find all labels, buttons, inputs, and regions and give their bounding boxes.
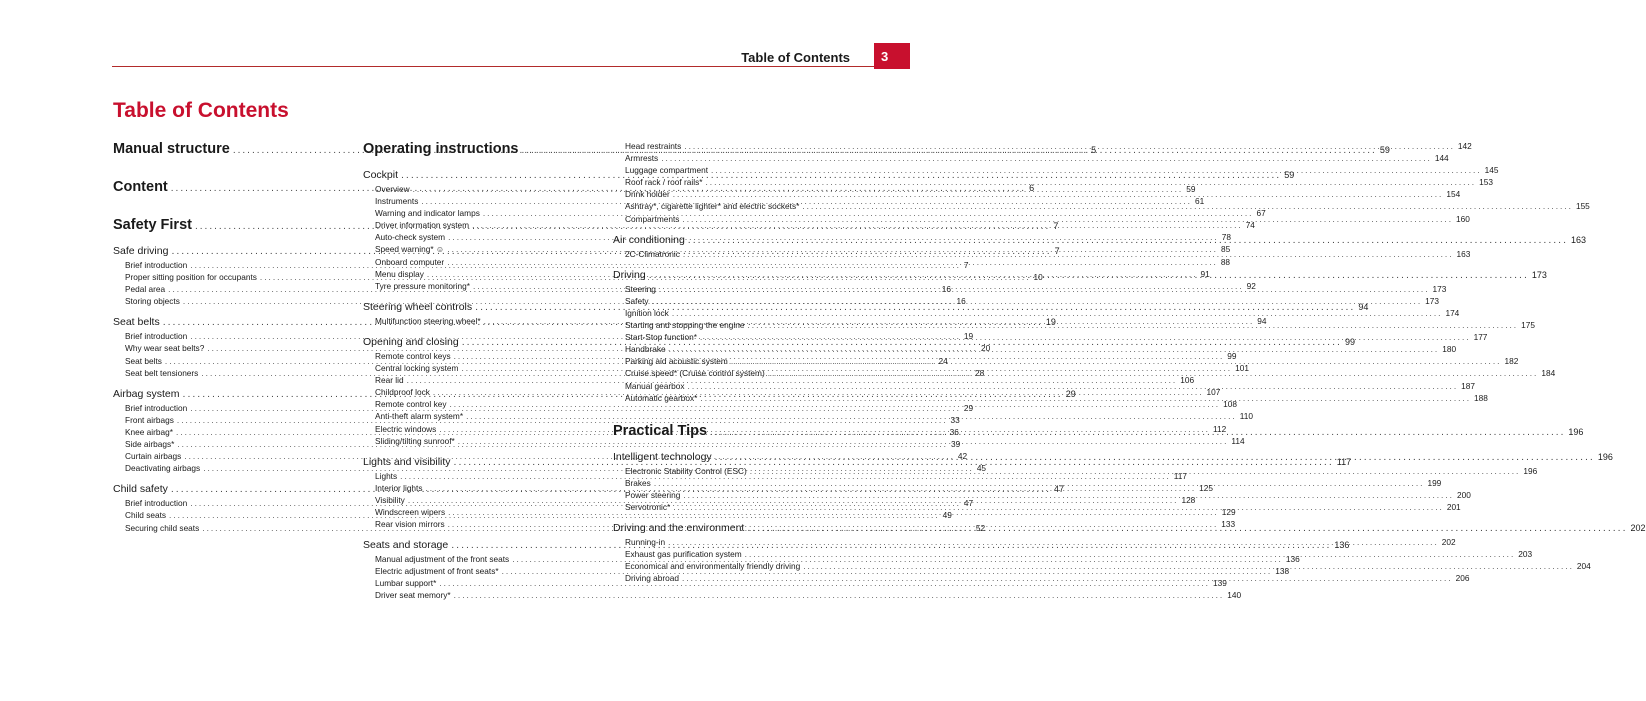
toc-entry-title: Parking aid acoustic system — [625, 356, 728, 367]
toc-entry-page: 78 — [1221, 232, 1231, 243]
toc-entry-title: Instruments — [375, 196, 419, 207]
toc-entry-page: 182 — [1504, 356, 1519, 367]
toc-entry-title: Roof rack / roof rails* — [625, 177, 703, 188]
dot-leader — [466, 410, 1237, 422]
dot-leader — [652, 295, 1423, 307]
toc-entry-title: Side airbags* — [125, 439, 175, 450]
toc-entry-page: 7 — [963, 260, 969, 270]
toc-entry-title: Knee airbag* — [125, 426, 173, 437]
toc-entry-page: 19 — [963, 331, 974, 342]
toc-entry[interactable] — [613, 307, 1460, 319]
toc-entry-page: 61 — [1194, 196, 1205, 207]
dot-leader — [731, 355, 1502, 367]
toc-entry-page: 45 — [976, 463, 987, 474]
toc-entry-title: Seat belts — [113, 316, 160, 329]
toc-entry-title: Curtain airbags — [125, 451, 182, 462]
toc-entry-page: 52 — [975, 522, 986, 533]
dot-leader — [700, 331, 1471, 343]
dot-leader — [700, 392, 1471, 404]
toc-entry-title: Start-Stop function* — [625, 332, 697, 343]
toc-entry-title: Manual structure — [113, 141, 230, 157]
toc-entry-page: 174 — [1445, 307, 1460, 318]
toc-entry-page: 28 — [974, 367, 985, 378]
toc-entry-title: Servotronic* — [625, 501, 671, 512]
toc-entry-page: 59 — [1379, 145, 1390, 155]
toc-entry-page: 117 — [1173, 470, 1187, 481]
toc-entry-title: Starting and stopping the engine — [625, 320, 745, 331]
toc-entry-title: Windscreen wipers — [375, 506, 446, 517]
toc-entry-title: Auto-check system — [375, 232, 446, 243]
toc-entry-title: Operating instructions — [363, 141, 519, 157]
toc-entry-page: 94 — [1358, 301, 1369, 312]
toc-entry-title: Running-in — [625, 537, 666, 548]
toc-entry-page: 203 — [1518, 549, 1533, 560]
toc-entry-page: 24 — [938, 355, 948, 366]
dot-leader — [654, 477, 1425, 489]
dot-leader — [682, 213, 1453, 225]
toc-entry-page: 47 — [963, 498, 974, 509]
toc-entry-page: 107 — [1206, 387, 1221, 398]
toc-entry-page: 140 — [1227, 590, 1242, 601]
toc-entry-title: Economical and environmentally friendly driving — [625, 561, 801, 572]
toc-entry-title: Storing objects — [125, 296, 180, 307]
toc-entry-page: 196 — [1523, 465, 1538, 476]
toc-entry-title: Rear lid — [375, 375, 404, 386]
toc-entry-title: Brief introduction — [125, 331, 188, 342]
toc-entry-title: Steering wheel controls — [363, 300, 473, 313]
toc-entry-title: Compartments — [625, 213, 680, 224]
toc-entry-title: Ashtray*, cigarette lighter* and electric sockets* — [625, 201, 800, 212]
toc-entry-page: 145 — [1484, 165, 1499, 176]
toc-entry-title: Seat belt tensioners — [125, 367, 199, 378]
toc-entry-title: Anti-theft alarm system* — [375, 411, 464, 422]
toc-entry-page: 74 — [1245, 220, 1255, 231]
toc-entry-title: Tyre pressure monitoring* — [375, 280, 470, 291]
toc-entry-title: Onboard computer — [375, 256, 445, 267]
dot-leader — [750, 465, 1521, 477]
running-header-title: Table of Contents — [741, 50, 850, 65]
dot-leader — [710, 423, 1565, 442]
toc-entry-title: Driving and the environment — [613, 522, 745, 535]
toc-entry-page: 92 — [1246, 280, 1256, 291]
dot-leader — [649, 269, 1529, 282]
toc-entry-title: Seat belts — [125, 355, 162, 366]
toc-entry-page: 91 — [1200, 268, 1210, 279]
toc-entry-page: 202 — [1630, 523, 1646, 534]
toc-entry-page: 199 — [1427, 477, 1442, 488]
toc-entry-page: 180 — [1442, 344, 1457, 355]
toc-entry-page: 153 — [1479, 177, 1493, 188]
dot-leader — [711, 164, 1482, 176]
dot-leader — [669, 343, 1440, 355]
toc-entry-title: Safe driving — [113, 245, 169, 257]
dot-leader — [745, 548, 1516, 560]
page-title: Table of Contents — [113, 99, 289, 122]
toc-entry-page: 7 — [1053, 221, 1059, 231]
toc-entry-title: Brakes — [625, 477, 651, 488]
toc-entry-page: 184 — [1541, 368, 1556, 379]
toc-entry-title: Manual gearbox — [625, 380, 685, 391]
toc-entry-page: 106 — [1180, 375, 1195, 386]
toc-entry-page: 6 — [1029, 183, 1035, 193]
toc-entry-title: Ignition lock — [625, 307, 669, 318]
toc-entry-page: 136 — [1334, 540, 1350, 551]
dot-leader — [688, 234, 1568, 247]
toc-entry-page: 16 — [941, 284, 951, 295]
toc-entry-title: Practical Tips — [613, 422, 708, 439]
toc-entry-title: Driving — [613, 268, 646, 281]
dot-leader — [802, 200, 1573, 212]
toc-entry[interactable] — [613, 176, 1493, 188]
toc-entry-title: Warning and indicator lamps — [375, 208, 480, 219]
toc-entry-title: Multifunction steering wheel* — [375, 315, 481, 326]
toc-entry-page: 114 — [1231, 435, 1245, 446]
toc-entry-page: 173 — [1425, 295, 1439, 306]
toc-entry-title: Lights — [375, 470, 398, 481]
toc-entry-page: 39 — [950, 439, 961, 450]
toc-entry-page: 136 — [1285, 554, 1300, 565]
toc-entry-title: Manual adjustment of the front seats — [375, 554, 510, 565]
toc-entry-page: 128 — [1181, 494, 1196, 505]
toc-entry-title: Visibility — [375, 494, 405, 505]
dot-leader — [747, 319, 1518, 331]
page-number-badge: 3 — [874, 43, 910, 69]
toc-entry-title: Remote control key — [375, 399, 447, 410]
toc-entry-page: 200 — [1456, 489, 1471, 500]
dot-leader — [705, 176, 1476, 188]
toc-entry-title: Interior lights — [375, 482, 423, 493]
toc-entry-title: Power steering — [625, 489, 681, 500]
dot-leader — [682, 572, 1453, 584]
toc-entry-page: 175 — [1521, 320, 1535, 331]
toc-entry-page: 163 — [1456, 248, 1471, 259]
toc-entry-page: 5 — [1091, 145, 1097, 155]
toc-entry-page: 108 — [1223, 399, 1237, 410]
toc-entry-page: 163 — [1570, 234, 1587, 245]
toc-entry-page: 16 — [956, 296, 966, 307]
toc-entry-page: 129 — [1221, 506, 1236, 517]
toc-entry-page: 110 — [1239, 411, 1253, 422]
toc-entry-title: Lights and visibility — [363, 455, 451, 468]
toc-entry-title: Steering — [625, 283, 656, 294]
toc-entry-page: 133 — [1221, 519, 1236, 530]
toc-entry-page: 10 — [1033, 272, 1043, 283]
toc-entry-title: Automatic gearbox* — [625, 392, 698, 403]
toc-entry-page: 19 — [1045, 317, 1056, 328]
toc-entry-title: Airbag system — [113, 387, 180, 400]
dot-leader — [688, 380, 1459, 392]
toc-entry-title: Air conditioning — [613, 233, 685, 246]
toc-entry-title: Luggage compartment — [625, 165, 709, 176]
toc-entry-title: Electric windows — [375, 423, 437, 434]
toc-entry-page: 67 — [1256, 208, 1266, 219]
toc-entry-page: 204 — [1576, 561, 1591, 572]
toc-entry-title: Drink holder — [625, 189, 670, 200]
dot-leader — [684, 140, 1455, 152]
toc-entry-page: 125 — [1199, 482, 1213, 493]
toc-entry-title: Child safety — [113, 483, 168, 496]
toc-entry-page: 155 — [1575, 201, 1590, 212]
toc-entry-title: Driver information system — [375, 220, 470, 231]
toc-entry-page: 188 — [1474, 392, 1488, 403]
dot-leader — [768, 367, 1539, 379]
toc-entry-title: Electric adjustment of front seats* — [375, 566, 499, 577]
toc-entry-page: 177 — [1473, 332, 1488, 343]
toc-entry-title: Brief introduction — [125, 498, 188, 509]
toc-entry-page: 29 — [963, 402, 974, 413]
toc-entry-title: Safety — [625, 295, 649, 306]
toc-entry-page: 59 — [1284, 170, 1295, 180]
toc-entry-page: 154 — [1446, 189, 1461, 200]
toc-entry-page: 173 — [1432, 283, 1447, 294]
toc-entry-title: Lumbar support* — [375, 578, 437, 589]
toc-entry-title: Exhaust gas purification system — [625, 549, 742, 560]
toc-entry[interactable] — [363, 219, 1255, 231]
toc-entry-page: 36 — [949, 426, 959, 437]
toc-entry-page: 187 — [1461, 380, 1475, 391]
dot-leader — [715, 451, 1595, 464]
toc-entry-page: 160 — [1456, 213, 1470, 224]
toc-entry-title: Armrests — [625, 153, 659, 164]
toc-entry-title: Content — [113, 179, 168, 195]
toc-entry-title: Driver seat memory* — [375, 590, 451, 601]
toc-entry-title: Central locking system — [375, 363, 459, 374]
dot-leader — [673, 188, 1444, 200]
toc-entry-title: Pedal area — [125, 284, 166, 295]
toc-entry-page: 139 — [1212, 578, 1227, 589]
toc-entry-page: 112 — [1212, 423, 1227, 434]
toc-entry-page: 202 — [1441, 537, 1456, 548]
toc-entry-page: 94 — [1257, 315, 1267, 326]
toc-entry-page: 85 — [1220, 244, 1231, 255]
toc-entry-title: Brief introduction — [125, 260, 188, 270]
toc-entry-page: 33 — [950, 414, 960, 425]
toc-entry-title: Safety First — [113, 217, 192, 233]
toc-entry-page: 201 — [1446, 501, 1461, 512]
toc-entry-title: Deactivating airbags — [125, 463, 201, 474]
toc-entry-title: Opening and closing — [363, 335, 459, 348]
toc-entry-page: 142 — [1457, 141, 1472, 151]
toc-entry-title: Securing child seats — [125, 522, 200, 533]
dot-leader — [683, 489, 1454, 501]
toc-entry[interactable] — [363, 256, 1231, 268]
toc-entry-title: Handbrake — [625, 344, 666, 355]
toc-entry-title: Front airbags — [125, 414, 174, 425]
toc-entry-title: Intelligent technology — [613, 450, 712, 463]
dot-leader — [683, 248, 1454, 260]
toc-entry-page: 20 — [980, 343, 991, 354]
toc-entry-title: Overview — [375, 184, 410, 194]
dot-leader — [668, 536, 1439, 548]
toc-entry-page: 144 — [1434, 153, 1449, 164]
toc-entry-page: 117 — [1336, 456, 1352, 467]
toc-entry-title: Head restraints — [625, 141, 682, 151]
toc-entry-title: 2C-Climatronic — [625, 248, 680, 259]
toc-entry-title: Proper sitting position for occupants — [125, 272, 257, 283]
toc-entry-title: Seats and storage — [363, 539, 449, 552]
toc-entry-page: 196 — [1597, 451, 1613, 462]
toc-entry-page: 99 — [1227, 350, 1237, 361]
dot-leader — [661, 152, 1432, 164]
toc-entry-title: Remote control keys — [375, 350, 451, 361]
toc-entry-page: 99 — [1344, 336, 1355, 347]
toc-entry-page: 196 — [1568, 426, 1584, 437]
toc-entry-page: 138 — [1275, 566, 1290, 577]
toc-entry-title: Cockpit — [363, 169, 399, 181]
toc-entry-page: 88 — [1220, 256, 1231, 267]
toc-entry-title: Electronic Stability Control (ESC) — [625, 465, 747, 476]
toc-entry-title: Driving abroad — [625, 573, 679, 584]
toc-entry-page: 59 — [1186, 184, 1196, 194]
dot-leader — [659, 283, 1430, 295]
toc-entry-title: Brief introduction — [125, 402, 188, 413]
toc-entry-title: Childproof lock — [375, 387, 430, 398]
toc-entry-page: 29 — [1065, 388, 1076, 399]
toc-entry-page: 206 — [1455, 573, 1470, 584]
toc-entry[interactable] — [363, 589, 1242, 601]
dot-leader — [747, 522, 1627, 535]
toc-entry-page: 101 — [1235, 363, 1249, 374]
dot-leader — [673, 501, 1444, 513]
toc-entry-page: 7 — [1054, 246, 1060, 256]
toc-entry-title: Sliding/tilting sunroof* — [375, 435, 455, 446]
toc-entry-page: 173 — [1531, 269, 1547, 280]
toc-entry-title: Why wear seat belts? — [125, 343, 205, 354]
toc-entry-page: 49 — [942, 510, 952, 521]
toc-entry-page: 42 — [957, 451, 968, 462]
toc-entry-page: 47 — [1054, 484, 1065, 495]
toc-entry-title: Menu display — [375, 268, 424, 279]
dot-leader — [672, 307, 1443, 319]
toc-entry-title: Rear vision mirrors — [375, 519, 445, 530]
dot-leader — [454, 589, 1225, 601]
toc-entry-title: Child seats — [125, 510, 167, 521]
toc-entry-title: Speed warning* ☺ — [375, 244, 445, 255]
toc-entry[interactable] — [613, 152, 1449, 164]
header-rule — [112, 66, 874, 67]
toc-entry-title: Cruise speed* (Cruise control system) — [625, 368, 765, 379]
dot-leader — [803, 560, 1574, 572]
